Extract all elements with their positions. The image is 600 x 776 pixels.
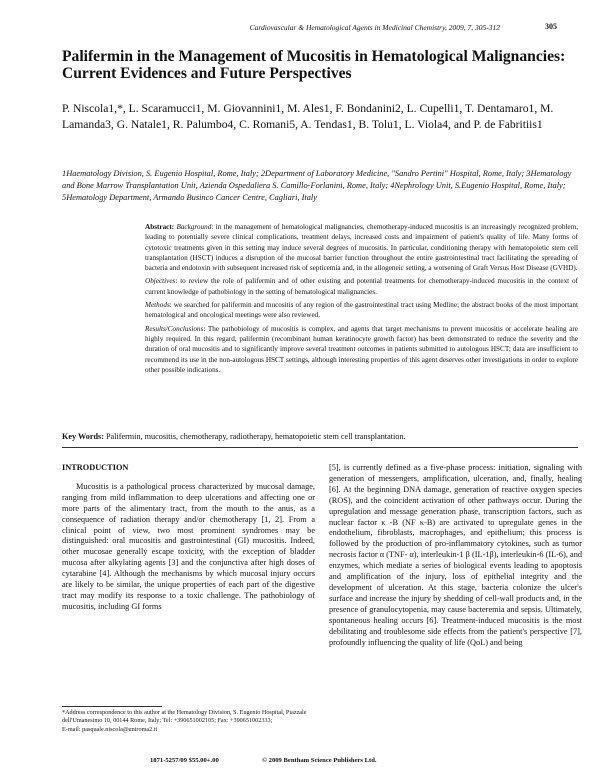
- keywords-label: Key Words:: [62, 432, 104, 441]
- abstract-background: [145, 222, 578, 273]
- footnote-divider: [62, 706, 162, 707]
- abstract-results: [145, 324, 578, 375]
- section-divider: [62, 447, 578, 448]
- background-label: Background: [176, 223, 212, 231]
- results-text: : The pathobiology of mucositis is complex, and agents that target mechanisms to prevent mucositis or accelerate healing are highly required. In this regard, palifermin (recombinant human keratinocyte growth factor) has been demonstrated to reduce the severity and the duration of oral mucositis and to significantly improve several treatment outcomes in patients submitted to autologous HSCT; data are insufficient to recommend its use in the non-autologous HSCT settings, although interesting properties of this agent deserves other investigations in order to explore other possible indications.: [145, 324, 578, 374]
- author-list: P. Niscola1,*, L. Scaramucci1, M. Giovannini1, M. Ales1, F. Bondanini2, L. Cupelli1, T. Dentamaro1, M. Lamanda3, G. Natale1, R. Palumbo4, C. Romani5, A. Tendas1, B. Tolu1, L. Viola4, and P. de Fabritiis1: [62, 102, 554, 131]
- methods-text: : we searched for palifermin and mucositis of any region of the gastrointestinal tract using Medline; the abstract books of the most important hematological and oncological meetings were also reviewed.: [145, 301, 578, 320]
- objectives-text: : to review the role of palifermin and of other existing and potential treatments for chemotherapy-induced mucositis in the context of current knowledge of pathobiology in the setting of hematological malignancies.: [145, 277, 578, 296]
- abstract-block: [145, 222, 578, 378]
- running-head: Cardiovascular & Hematological Agents in Medicinal Chemistry, 2009, 7, 305-312: [249, 23, 500, 32]
- issn-code: 1871-5257/09 $55.00+.00: [150, 757, 219, 764]
- page-number: 305: [545, 22, 557, 31]
- footnote-address: *Address correspondence to this author at the Hematology Division, S. Eugenio Hospital, Piazzale dell'Umanesimo 10, 00144 Rome, Italy; Tel: +390651002105; Fax: +390651002333;: [62, 709, 307, 725]
- pathobiology-paragraph: [5], is currently defined as a five-phase process: initiation, signaling with generation of messengers, amplification, ulceration, and, finally, healing [6]. At the beginning DNA damage, generation of reactive oxygen species (ROS), and the coincident activation of other pathways occur. During the upregulation and message generation phase, transcription factors, such as nuclear factor κ -B (NF κ-B) are activated to upregulate genes in the endothelium, fibroblasts, macrophages, and epithelium; this process is followed by the production of pro-inflammatory cytokines, such as tumor necrosis factor α (TNF- α), interleukin-1 β (IL-1β), interleukin-6 (IL-6), and enzymes, which mediate a series of biological events leading to apoptosis and amplification of the injury, loss of epithelial integrity and the development of ulceration. At this stage, bacteria colonize the ulcer's surface and increase the injury by shedding of cell-wall products and, in the presence of granulocytopenia, may cause bacteremia and sepsis. Ultimately, spontaneous healing occurs [6]. Treatment-induced mucositis is the most debilitating and troublesome side effects from the patient's perspective [7], profoundly influencing the quality of life (QoL) and being: [329, 463, 582, 647]
- abstract-methods: [145, 300, 578, 321]
- correspondence-footnote: [62, 709, 315, 734]
- introduction-paragraph: Mucositis is a pathological process characterized by mucosal damage, ranging from mild inflammation to deep ulcerations and affecting one or more parts of the alimentary tract, from the mouth to the anus, as a consequence of radiation therapy and/or chemotherapy [1, 2]. From a clinical point of view, two most prominent syndromes may be distinguished: oral mucositis and gastrointestinal (GI) mucositis. Indeed, other mucosae generally escape toxicity, with the exception of bladder mucosa after alkylating agents [3] and the conjunctiva after high doses of cytarabine [4]. Although the mechanisms by which mucosal injury occurs are likely to be similar, the unique properties of each part of the digestive tract may modify its response to a toxic challenge. The pathobiology of mucositis, including GI forms: [62, 481, 315, 611]
- abstract-objectives: [145, 276, 578, 297]
- objectives-label: Objectives: [145, 277, 176, 286]
- methods-label: Methods: [145, 301, 170, 310]
- left-column: [62, 463, 315, 613]
- keywords-line: [62, 432, 582, 441]
- keywords-text: Palifermin, mucositis, chemotherapy, radiotherapy, hematopoietic stem cell transplantation.: [105, 432, 406, 441]
- affiliations: 1Haematology Division, S. Eugenio Hospital, Rome, Italy; 2Department of Laboratory Medicine, "Sandro Pertini" Hospital, Rome, Italy; 3Hematology and Bone Marrow Transplantation Unit, Azienda Ospedaliera S. Camillo-Forlanini, Rome, Italy; 4Nephrology Unit, S.Eugenio Hospital, Rome, Italy; 5Hematology Department, Armando Businco Cancer Centre, Cagliari, Italy: [62, 169, 572, 202]
- footnote-email: E-mail: pasquale.niscola@uniroma2.it: [62, 725, 158, 733]
- abstract-label: Abstract:: [145, 223, 175, 231]
- background-text: : in the management of hematological malignancies, chemotherapy-induced mucositis is an increasingly recognized problem, leading to potentially severe clinical complications, treatment delays, increased costs and impairment of patient's quality of life. Many forms of cytotoxic treatments given in this setting may induce several degrees of mucositis. In particular, conditioning therapy with hematopoietic stem cell transplantation (HSCT) induces a disruption of the mucosal barrier function throughout the entire gastrointestinal tract facilitating the spreading of bacteria and endotoxin with subsequent increased risk of septicemia and, in the allogeneic setting, a worsening of Graft Versus Host Disease (GVHD).: [145, 223, 578, 273]
- results-label: Results/Conclusions: [145, 324, 204, 333]
- right-column: [329, 463, 582, 648]
- introduction-heading: INTRODUCTION: [62, 463, 129, 472]
- copyright-notice: © 2009 Bentham Science Publishers Ltd.: [262, 757, 377, 764]
- article-title: Palifermin in the Management of Mucositis in Hematological Malignancies: Current Evidences and Future Perspectives: [62, 48, 566, 82]
- page-footer: [150, 757, 550, 764]
